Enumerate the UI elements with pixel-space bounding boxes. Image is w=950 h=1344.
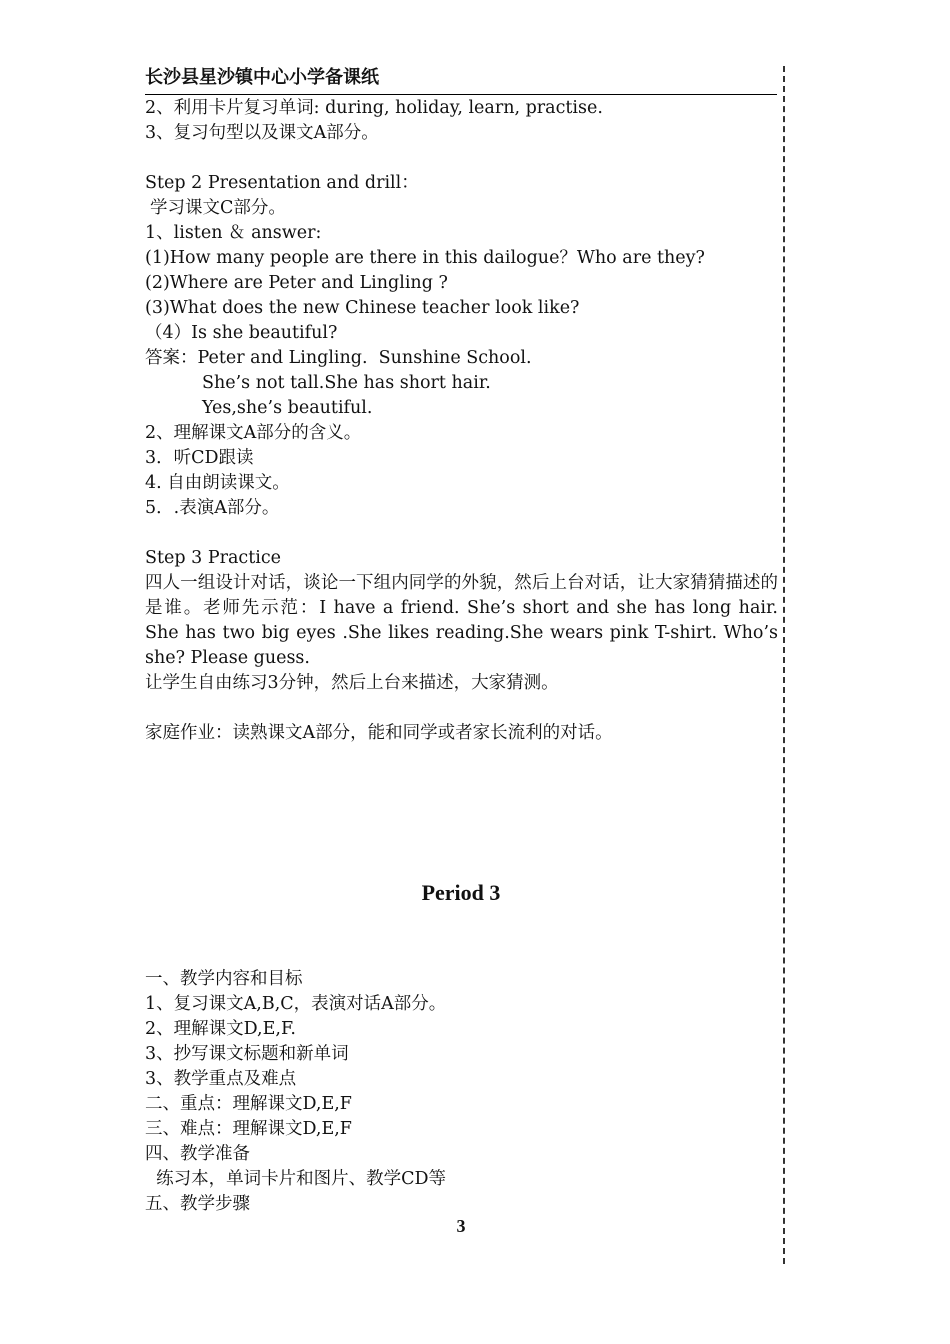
period3-line: 3、抄写课文标题和新单词 <box>145 1044 349 1064</box>
question: (1)How many people are there in this dailogue？Who are they? <box>145 248 705 268</box>
answer-label: 答案： <box>145 348 198 368</box>
lesson-body <box>145 96 778 746</box>
step2-task: 1、listen ＆ answer: <box>145 223 322 243</box>
spacer <box>145 146 778 171</box>
step-item: 2、理解课文A部分的含义。 <box>145 423 362 443</box>
step2-subtitle: 学习课文C部分。 <box>150 198 286 218</box>
period3-line: 四、教学准备 <box>145 1144 250 1164</box>
step3-title: Step 3 Practice <box>145 548 282 568</box>
step-item: 3．听CD跟读 <box>145 448 254 468</box>
binding-margin-line <box>783 66 785 1264</box>
spacer <box>145 521 778 546</box>
review-line: 3、复习句型以及课文A部分。 <box>145 123 379 143</box>
step3-line: 让学生自由练习3分钟，然后上台来描述，大家猜测。 <box>145 673 559 693</box>
period3-line: 三、难点：理解课文D,E,F <box>145 1119 352 1139</box>
page-header <box>145 66 777 95</box>
answer-line: She’s not tall.She has short hair. <box>202 373 491 393</box>
answer-line <box>145 346 778 371</box>
period3-section <box>145 967 778 1217</box>
period3-line: 2、理解课文D,E,F. <box>145 1019 296 1039</box>
step-item: 5．.表演A部分。 <box>145 498 280 518</box>
period3-line: 五、教学步骤 <box>145 1194 250 1214</box>
step2-title: Step 2 Presentation and drill： <box>145 173 419 193</box>
period3-line: 练习本，单词卡片和图片、教学CD等 <box>145 1169 447 1189</box>
period-title: Period 3 <box>421 880 501 905</box>
answer-line: Yes,she’s beautiful. <box>202 398 373 418</box>
review-line: 2、利用卡片复习单词: during, holiday, learn, practise. <box>145 98 603 118</box>
period3-line: 3、教学重点及难点 <box>145 1069 297 1089</box>
step-item: 4. 自由朗读课文。 <box>145 473 290 493</box>
homework: 家庭作业：读熟课文A部分，能和同学或者家长流利的对话。 <box>145 723 613 743</box>
period3-line: 1、复习课文A,B,C，表演对话A部分。 <box>145 994 447 1014</box>
question: (2)Where are Peter and Lingling ? <box>145 273 448 293</box>
header-title: 长沙县星沙镇中心小学备课纸 <box>145 67 379 88</box>
period3-line: 一、教学内容和目标 <box>145 969 303 989</box>
spacer <box>145 696 778 721</box>
question: （4）Is she beautiful? <box>145 323 338 343</box>
answer-text: Peter and Lingling. Sunshine School. <box>197 348 532 368</box>
question: (3)What does the new Chinese teacher look like? <box>145 298 580 318</box>
page-number: 3 <box>456 1216 466 1236</box>
period3-line: 二、重点：理解课文D,E,F <box>145 1094 352 1114</box>
step3-paragraph: 四人一组设计对话，谈论一下组内同学的外貌，然后上台对话，让大家猜猜描述的是谁。老师先示范：I have a friend. She’s short and she has long hair. She has two big eyes .She likes reading.She wears pink T-shirt. Who’s she? Please guess. <box>145 573 778 668</box>
